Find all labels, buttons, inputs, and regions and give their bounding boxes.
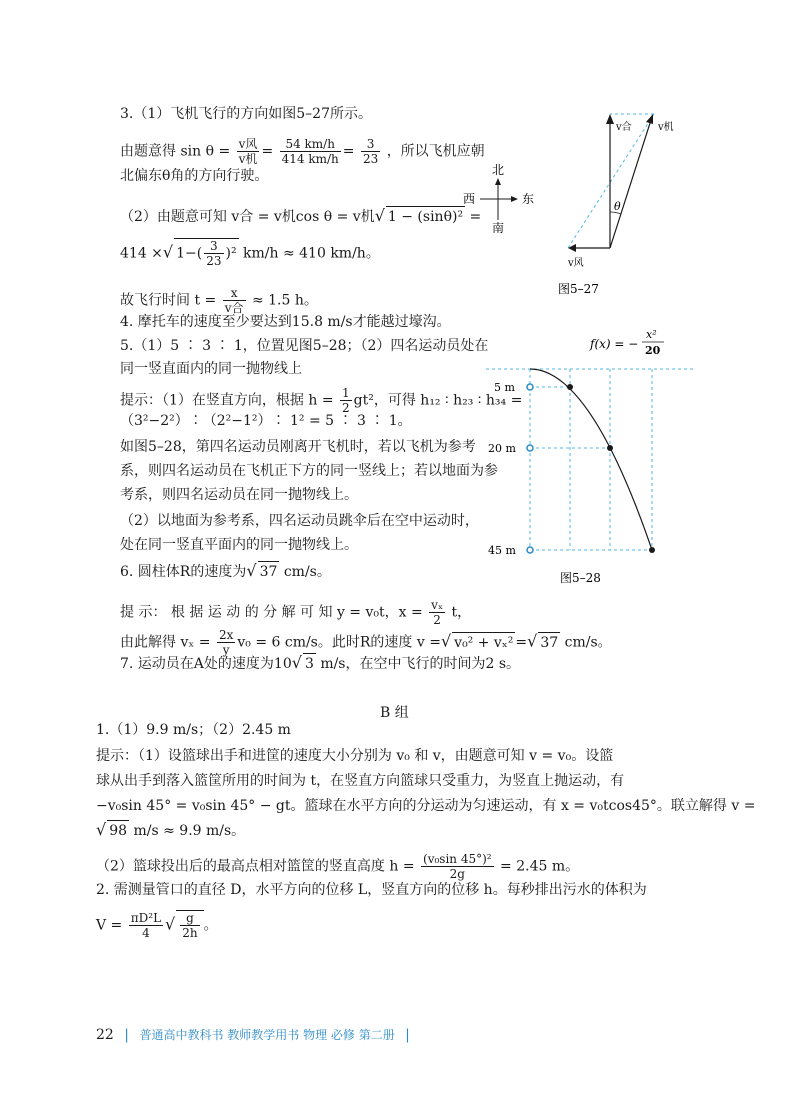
label-v-ji: v机 [658,122,674,133]
formula-denominator: 20 [645,344,661,357]
q6-hint: 提 示： 根 据 运 动 的 分 解 可 知 y = v₀t，x = $\frac{\text{vₓ}}{2}$ t， [120,598,472,627]
b-hint-5: （2）篮球投出后的最高点相对篮筐的竖直高度 h = $\frac{\text{(v₀sin 45°)²}}{2g}$ = 2.45 m。 [96,852,580,881]
figure-5-27 [450,100,700,300]
q3-part2: （2）由题意可知 v合 = v机cos θ = v机√ 1 − (sinθ)² = [120,206,482,225]
page-number: 22 [96,1027,114,1043]
formula-numerator: x² [646,328,657,341]
height-label-45m: 45 m [488,544,516,557]
q5-hint: 提示：（1）在竖直方向，根据 h = $\frac{1}{2}$ gt²，可得 h₁₂ ∶ h₂₃ ∶ h₃₄ = [120,386,523,415]
q5-part1: 5.（1）5 ∶ 3 ∶ 1，位置见图5–28；（2）四名运动员处在 [120,338,489,354]
label-theta: θ [614,200,621,213]
b-hint-2: 球从出手到落入篮筐所用的时间为 t，在竖直方向篮球只受重力，为竖直上抛运动，有 [96,773,625,789]
b-hint-3: −v₀sin 45° = v₀sin 45° − gt。篮球在水平方向的分运动为匀速运动，有 x = v₀tcos45°。联立解得 v = [96,798,756,814]
fraction: $\frac{3}{23}$ [362,137,379,166]
b-hint-1: 提示：（1）设篮球出手和进筐的速度大小分别为 v₀ 和 v，由题意可知 v = v₀。设篮 [96,748,614,764]
height-label-5m: 5 m [494,381,515,394]
fraction: $\frac{\text{v风}}{\text{v机}}$ [238,137,258,166]
q3-flight-time: 故飞行时间 t = $\frac{x}{\text{v合}}$ ≈ 1.5 h。 [120,286,318,315]
section-heading-b: B 组 [380,705,409,721]
q3-part2-result: 414 ×√ 1−( $\frac{3}{23}$ )² km/h ≈ 410 km/h。 [120,239,380,268]
q5-ratio: （3²−2²）∶（2²−1²）∶ 1² = 5 ∶ 3 ∶ 1。 [120,413,412,429]
compass-icon [463,163,534,235]
b-q2: 2. 需测量管口的直径 D，水平方向的位移 L，竖直方向的位移 h。每秒排出污水的体积为 [96,882,647,898]
book-title: 普通高中教科书 教师教学用书 物理 必修 第二册 [139,1028,395,1042]
figure-5-28-caption: 图5–28 [560,571,601,585]
q5-text-5: 处在同一竖直平面内的同一抛物线上。 [120,537,358,553]
page-footer: 22 | 普通高中教科书 教师教学用书 物理 必修 第二册 | [96,1027,410,1043]
b-q2-formula: V = $\frac{\text{πD²L}}{4}$ √ $\frac{g}{2h}$ 。 [96,911,218,940]
q4: 4. 摩托车的速度至少要达到15.8 m/s才能越过壕沟。 [120,314,451,330]
formula: f(x) = − [590,337,639,351]
q3-part1: 3.（1）飞机飞行的方向如图5–27所示。 [120,106,372,122]
label-east: 东 [522,192,535,206]
q3-equation-line: 由题意得 sin θ = $\frac{\text{v风}}{\text{v机}}$ = $\frac{54 km/h}{414 km/h}$ = $\frac{3}{23}$ ，所以飞机应朝 [120,137,485,166]
label-v-he: v合 [616,122,632,133]
q7: 7. 运动员在A处的速度为10√ 3 m/s，在空中飞行的时间为2 s。 [120,653,521,672]
height-label-20m: 20 m [488,442,516,455]
figure-5-28 [480,320,700,590]
q3-direction-text: 北偏东θ角的方向行驶。 [120,168,269,184]
figure-5-27-caption: 图5–27 [558,282,599,296]
q6: 6. 圆柱体R的速度为√ 37 cm/s。 [120,561,331,580]
q5-text-2: 系，则四名运动员在飞机正下方的同一竖线上；若以地面为参 [120,463,498,479]
q5-text-1: 如图5–28，第四名运动员刚离开飞机时，若以飞机为参考 [120,439,476,455]
b-q1: 1.（1）9.9 m/s；（2）2.45 m [96,722,291,738]
q5-text-4: （2）以地面为参考系，四名运动员跳伞后在空中运动时， [120,513,479,529]
q5-part1-cont: 同一竖直面内的同一抛物线上 [120,361,302,377]
label-south: 南 [492,221,505,235]
b-hint-4: √ 98 m/s ≈ 9.9 m/s。 [96,820,246,839]
q6-solution: 由此解得 vₓ = $\frac{2x}{y}$ v₀ = 6 cm/s。此时R的速度 v =√ v₀² + vₓ² =√ 37 cm/s。 [120,628,612,657]
label-west: 西 [463,192,476,206]
label-north: 北 [492,163,505,177]
q5-text-3: 考系，则四名运动员在同一抛物线上。 [120,487,358,503]
fraction: $\frac{54 km/h}{414 km/h}$ [281,137,339,166]
label-v-feng: v风 [568,258,584,269]
